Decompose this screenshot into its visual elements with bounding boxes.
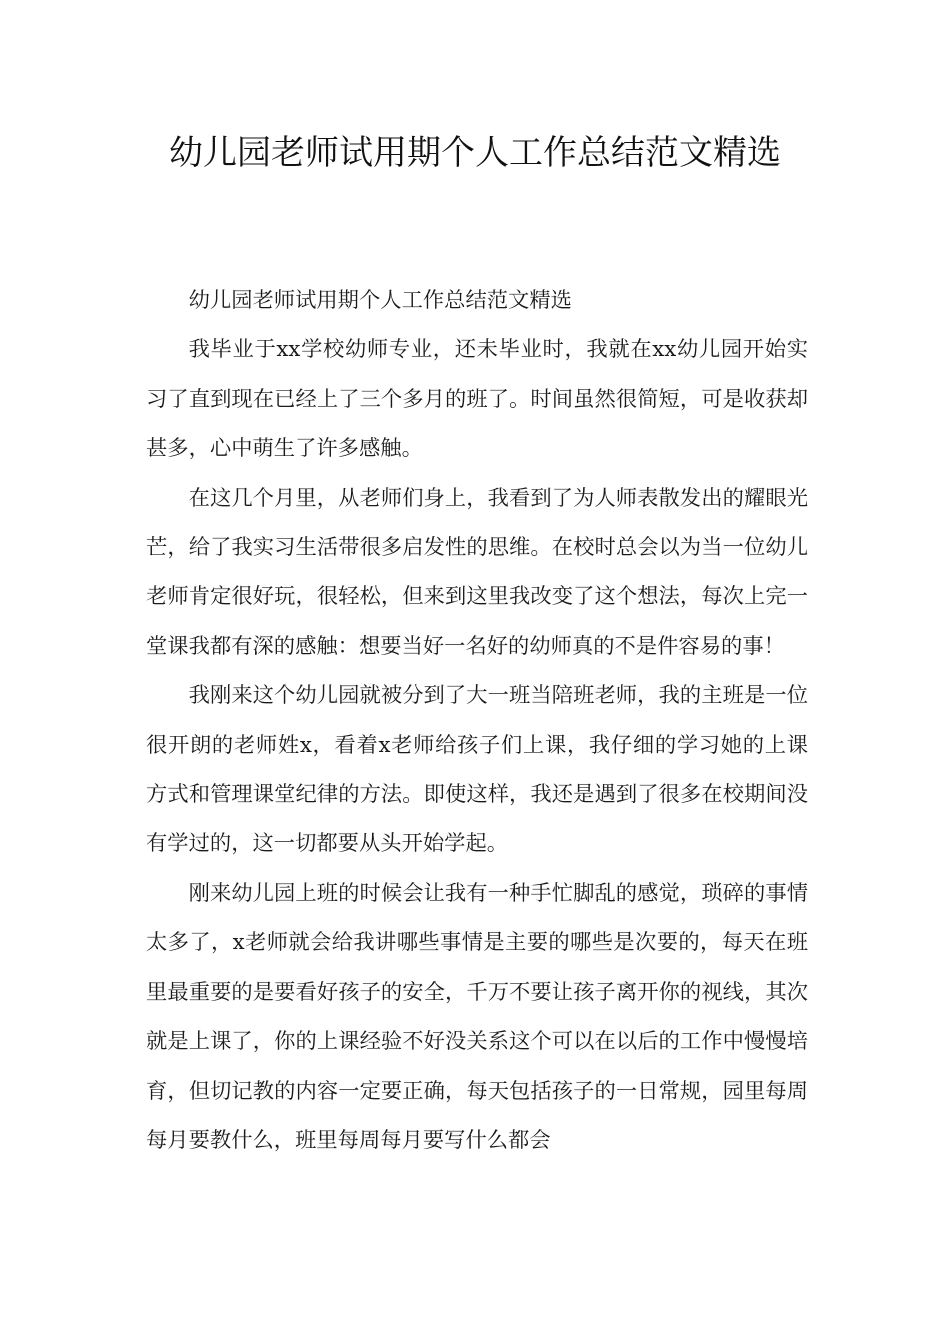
- paragraph: 我刚来这个幼儿园就被分到了大一班当陪班老师，我的主班是一位很开朗的老师姓x，看着x老师给孩子们上课，我仔细的学习她的上课方式和管理课堂纪律的方法。即使这样，我还是遇到了很多在校期间没有学过的，这一切都要从头开始学起。: [146, 683, 808, 857]
- paragraph: 在这几个月里，从老师们身上，我看到了为人师表散发出的耀眼光芒，给了我实习生活带很多启发性的思维。在校时总会以为当一位幼儿老师肯定很好玩，很轻松，但来到这里我改变了这个想法，每次上完一堂课我都有深的感触：想要当好一名好的幼师真的不是件容易的事！: [146, 485, 808, 659]
- paragraph: 我毕业于xx学校幼师专业，还未毕业时，我就在xx幼儿园开始实习了直到现在已经上了三个多月的班了。时间虽然很简短，可是收获却甚多，心中萌生了许多感触。: [146, 337, 808, 462]
- paragraph: 刚来幼儿园上班的时候会让我有一种手忙脚乱的感觉，琐碎的事情太多了，x老师就会给我讲哪些事情是主要的哪些是次要的，每天在班里最重要的是要看好孩子的安全，千万不要让孩子离开你的视线，其次就是上课了，你的上课经验不好没关系这个可以在以后的工作中慢慢培育，但切记教的内容一定要正确，每天包括孩子的一日常规，园里每周每月要教什么，班里每周每月要写什么都会: [146, 880, 808, 1153]
- paragraph-subtitle: 幼儿园老师试用期个人工作总结范文精选: [188, 288, 572, 313]
- document-title: 幼儿园老师试用期个人工作总结范文精选: [169, 133, 781, 173]
- document-body: [146, 276, 808, 1165]
